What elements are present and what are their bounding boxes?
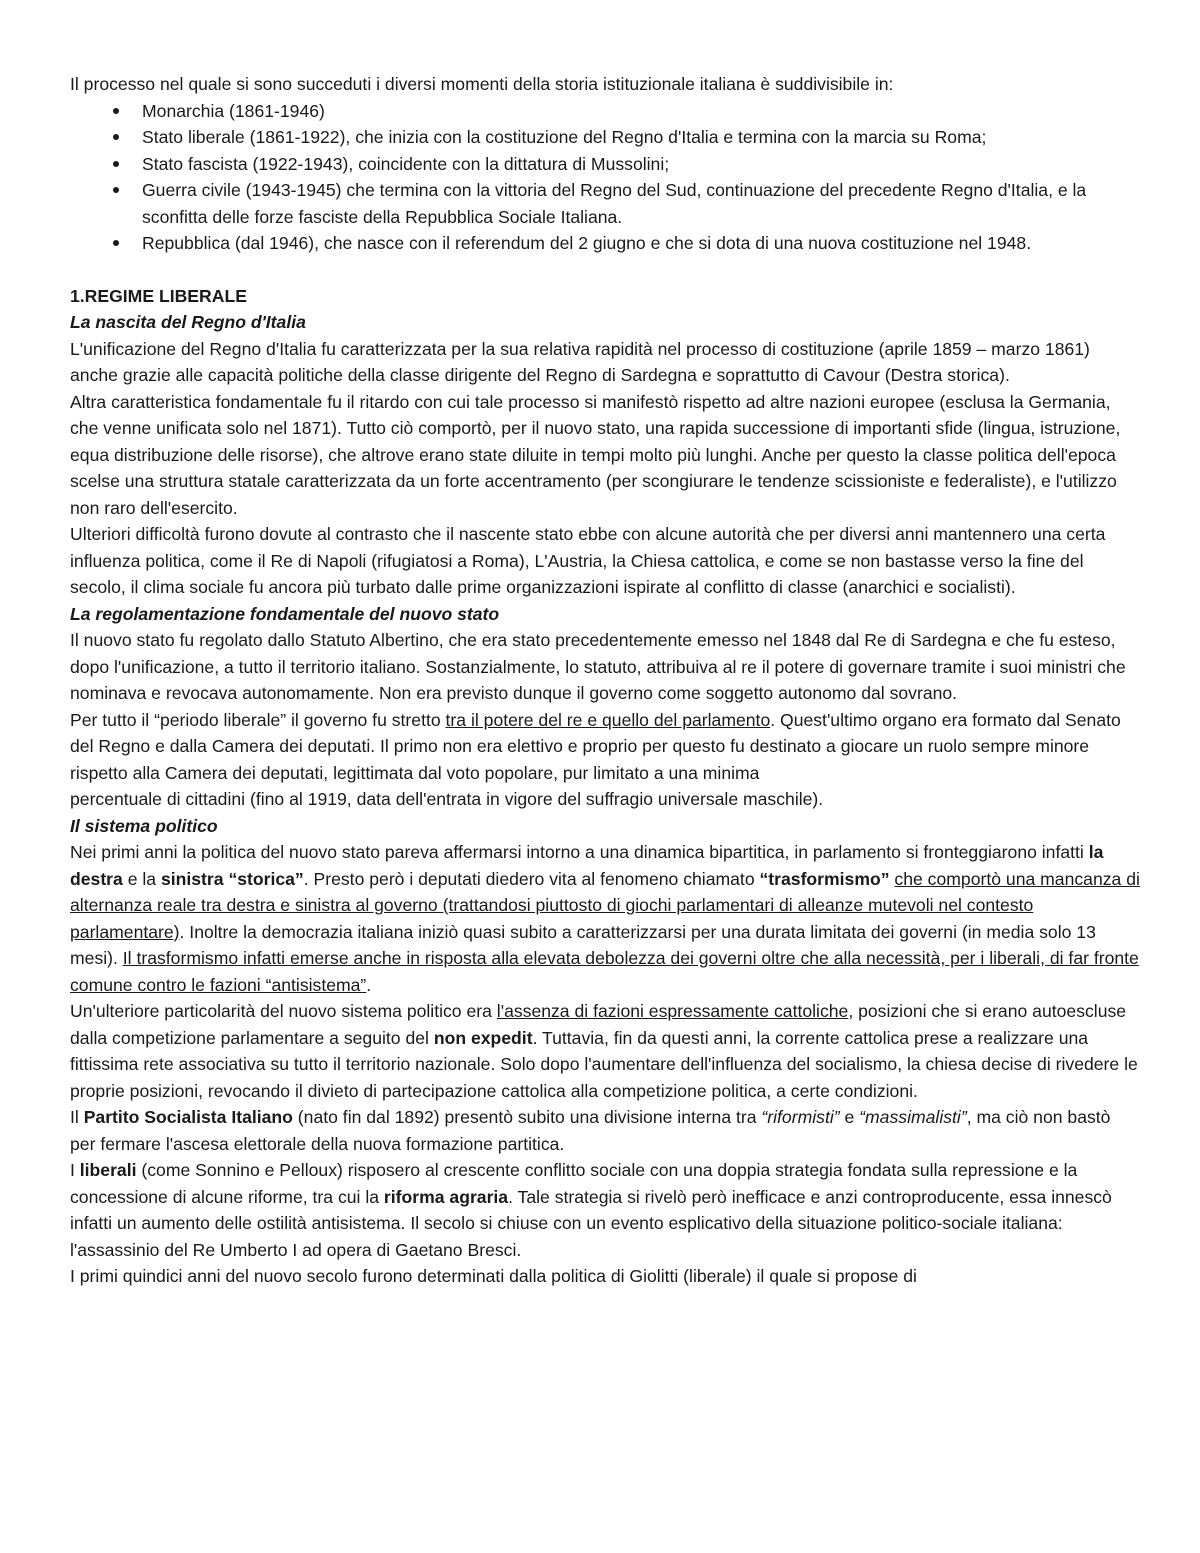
paragraph: I primi quindici anni del nuovo secolo furono determinati dalla politica di Giolitti (liberale) il quale si propose di xyxy=(70,1266,917,1286)
bold-term: Partito Socialista Italiano xyxy=(83,1107,293,1127)
list-item: Stato fascista (1922-1943), coincidente con la dittatura di Mussolini; xyxy=(142,151,1140,178)
bullet-icon xyxy=(113,161,119,167)
intro-paragraph: Il processo nel quale si sono succeduti i diversi momenti della storia istituzionale italiana è suddivisibile in: xyxy=(70,74,894,94)
bullet-icon xyxy=(113,240,119,246)
underlined-text: tra il potere del re e quello del parlamento xyxy=(445,709,771,730)
bold-term: “trasformismo” xyxy=(759,868,890,889)
italic-term: “riformisti” xyxy=(761,1107,840,1127)
bold-term: la destra xyxy=(70,842,1104,889)
paragraph: percentuale di cittadini (fino al 1919, data dell'entrata in vigore del suffragio universale maschile). xyxy=(70,789,824,809)
paragraph: Il Partito Socialista Italiano (nato fin dal 1892) presentò subito una divisione interna tra “riformisti” e “massimalisti”, ma ciò non bastò per fermare l'ascesa elettorale della nuova formazione partitica. xyxy=(70,1107,1111,1154)
italic-term: “massimalisti” xyxy=(859,1107,967,1127)
list-item: Monarchia (1861-1946) xyxy=(142,98,1140,125)
subsection-title: La nascita del Regno d'Italia xyxy=(70,312,306,332)
underlined-text: Il trasformismo infatti emerse anche in risposta alla elevata debolezza dei governi oltre che alla necessità, per i liberali, di far fronte comune contro le fazioni “antisistema” xyxy=(70,948,1139,995)
bold-term: liberali xyxy=(79,1160,137,1180)
periods-list xyxy=(70,98,1140,257)
section-title: 1.REGIME LIBERALE xyxy=(70,285,247,306)
subsection-title: La regolamentazione fondamentale del nuovo stato xyxy=(70,603,500,624)
paragraph: Nei primi anni la politica del nuovo stato pareva affermarsi intorno a una dinamica bipartitica, in parlamento si fronteggiarono infatti la destra e la sinistra “storica”. Presto però i deputati diedero vita al fenomeno chiamato “trasformismo” che comportò una mancanza di alternanza reale tra destra e sinistra al governo (trattandosi piuttosto di giochi parlamentari di alleanze mutevoli nel contesto parlamentare). Inoltre la democrazia italiana iniziò quasi subito a caratterizzarsi per una durata limitata dei governi (in media solo 13 mesi). Il trasformismo infatti emerse anche in risposta alla elevata debolezza dei governi oltre che alla necessità, per i liberali, di far fronte comune contro le fazioni “antisistema”. xyxy=(70,842,1140,995)
bold-term: non expedit xyxy=(433,1027,533,1048)
list-item: Stato liberale (1861-1922), che inizia con la costituzione del Regno d'Italia e termina con la marcia su Roma; xyxy=(142,124,1140,151)
list-item: Guerra civile (1943-1945) che termina con la vittoria del Regno del Sud, continuazione del precedente Regno d'Italia, e la sconfitta delle forze fasciste della Repubblica Sociale Italiana. xyxy=(142,177,1140,230)
paragraph: L'unificazione del Regno d'Italia fu caratterizzata per la sua relativa rapidità nel processo di costituzione (aprile 1859 – marzo 1861) anche grazie alle capacità politiche della classe dirigente del Regno di Sardegna e soprattutto di Cavour (Destra storica). xyxy=(70,338,1090,385)
list-item: Repubblica (dal 1946), che nasce con il referendum del 2 giugno e che si dota di una nuova costituzione nel 1948. xyxy=(142,230,1140,257)
paragraph: Il nuovo stato fu regolato dallo Statuto Albertino, che era stato precedentemente emesso nel 1848 dal Re di Sardegna e che fu esteso, dopo l'unificazione, a tutto il territorio italiano. Sostanzialmente, lo statuto, attribuiva al re il potere di governare tramite i suoi ministri che nominava e revocava autonomamente. Non era previsto dunque il governo come soggetto autonomo dal sovrano. xyxy=(70,630,1126,703)
paragraph: Per tutto il “periodo liberale” il governo fu stretto tra il potere del re e quello del parlamento. Quest'ultimo organo era formato dal Senato del Regno e dalla Camera dei deputati. Il primo non era elettivo e proprio per questo fu destinato a giocare un ruolo sempre minore rispetto alla Camera dei deputati, legittimata dal voto popolare, pur limitato a una minima xyxy=(70,709,1121,783)
bold-term: riforma agraria xyxy=(383,1186,509,1207)
paragraph: Altra caratteristica fondamentale fu il ritardo con cui tale processo si manifestò rispetto ad altre nazioni europee (esclusa la Germania, che venne unificata solo nel 1871). Tutto ciò comportò, per il nuovo stato, una rapida successione di importanti sfide (lingua, istruzione, equa distribuzione delle risorse), che altrove erano state diluite in tempi molto più lunghi. Anche per questo la classe politica dell'epoca scelse una struttura statale caratterizzata da un forte accentramento (per scongiurare le tendenze scissioniste e federaliste), e l'utilizzo non raro dell'esercito. xyxy=(70,391,1121,518)
subsection-title: Il sistema politico xyxy=(70,815,218,836)
underlined-text: che comportò una mancanza di alternanza reale tra destra e sinistra al governo (trattandosi piuttosto di giochi parlamentari di alleanze mutevoli nel contesto parlamentare) xyxy=(70,868,1140,942)
bullet-icon xyxy=(113,187,119,193)
paragraph: I liberali (come Sonnino e Pelloux) risposero al crescente conflitto sociale con una doppia strategia fondata sulla repressione e la concessione di alcune riforme, tra cui la riforma agraria. Tale strategia si rivelò però inefficace e anzi controproducente, essa innescò infatti un aumento delle ostilità antisistema. Il secolo si chiuse con un evento esplicativo della situazione politico-sociale italiana: l'assassinio del Re Umberto I ad opera di Gaetano Bresci. xyxy=(70,1160,1112,1260)
paragraph: Un'ulteriore particolarità del nuovo sistema politico era l'assenza di fazioni espressamente cattoliche, posizioni che si erano autoescluse dalla competizione parlamentare a seguito del non expedit. Tuttavia, fin da questi anni, la corrente cattolica prese a realizzare una fittissima rete associativa su tutto il territorio nazionale. Solo dopo l'aumentare dell'influenza del socialismo, la chiesa decise di rivedere le proprie posizioni, revocando il divieto di partecipazione cattolica alla competizione politica, a certe condizioni. xyxy=(70,1001,1138,1101)
bullet-icon xyxy=(113,108,119,114)
bullet-icon xyxy=(113,134,119,140)
underlined-text: l'assenza di fazioni espressamente cattoliche xyxy=(496,1001,849,1021)
spacer xyxy=(70,257,1140,283)
bold-term: sinistra “storica” xyxy=(160,868,304,889)
paragraph: Ulteriori difficoltà furono dovute al contrasto che il nascente stato ebbe con alcune autorità che per diversi anni mantennero una certa influenza politica, come il Re di Napoli (rifugiatosi a Roma), L'Austria, la Chiesa cattolica, e come se non bastasse verso la fine del secolo, il clima sociale fu ancora più turbato dalle prime organizzazioni ispirate al conflitto di classe (anarchici e socialisti). xyxy=(70,524,1106,597)
